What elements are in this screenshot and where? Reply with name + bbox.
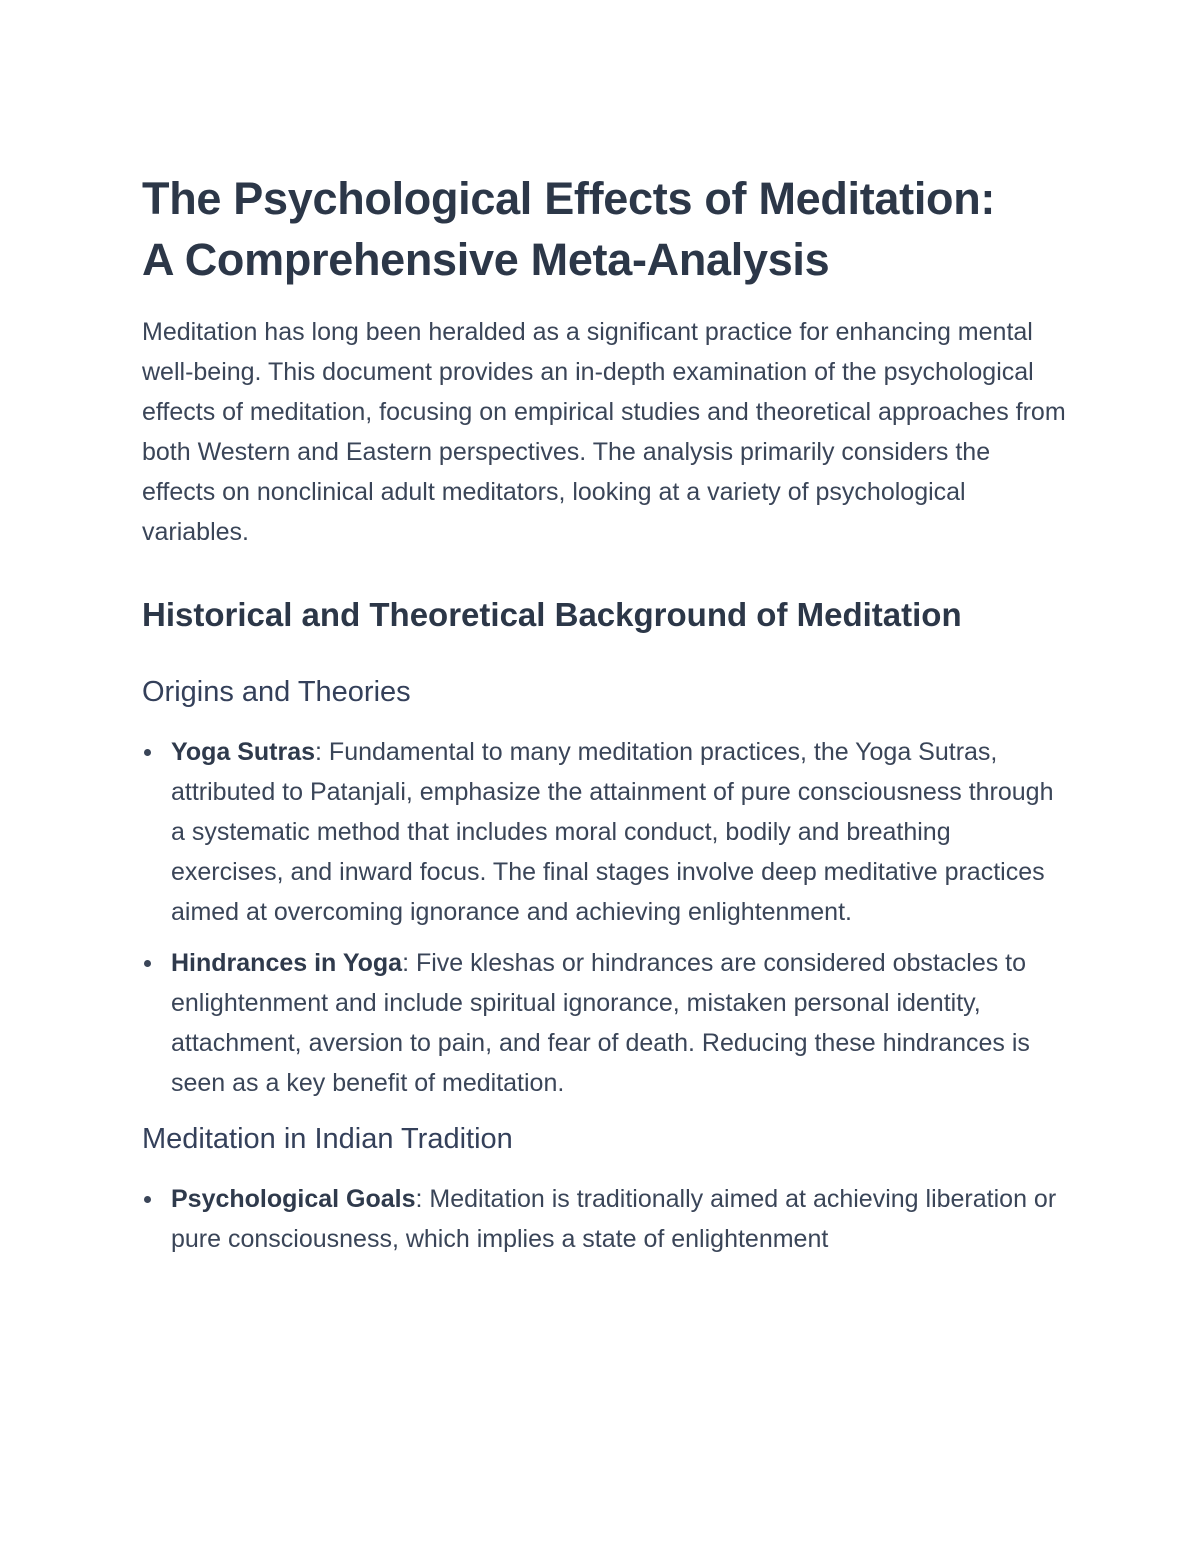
origins-theories-list [142, 732, 1072, 1103]
list-item-psychological-goals [142, 1179, 1061, 1259]
list-item-text: : Fundamental to many meditation practices, the Yoga Sutras, attributed to Patanjali, emphasize the attainment of pure consciousness through a systematic method that includes moral conduct, bodily and breathing exercises, and inward focus. The final stages involve deep meditative practices aimed at overcoming ignorance and achieving enlightenment. [171, 738, 1054, 926]
intro-paragraph: Meditation has long been heralded as a significant practice for enhancing mental well-being. This document provides an in-depth examination of the psychological effects of meditation, focusing on empirical studies and theoretical approaches from both Western and Eastern perspectives. The analysis primarily considers the effects on nonclinical adult meditators, looking at a variety of psychological variables. [142, 318, 1066, 546]
list-item-term: Hindrances in Yoga [171, 949, 403, 977]
bullet-icon [144, 960, 151, 967]
list-item-text: : Meditation is traditionally aimed at achieving liberation or pure consciousness, which implies a state of enlightenment [171, 1185, 1057, 1253]
subsection-heading-indian-tradition: Meditation in Indian Tradition [142, 1123, 513, 1155]
bullet-icon [144, 1196, 151, 1203]
document-title: The Psychological Effects of Meditation: A Comprehensive Meta-Analysis [142, 173, 996, 285]
section-heading-historical-background: Historical and Theoretical Background of Meditation [142, 596, 962, 633]
list-item-yoga-sutras [142, 732, 1061, 932]
subsection-heading-origins-theories: Origins and Theories [142, 676, 411, 708]
list-item-text: : Five kleshas or hindrances are considered obstacles to enlightenment and include spiritual ignorance, mistaken personal identity, attachment, aversion to pain, and fear of death. Reducing these hindrances is seen as a key benefit of meditation. [171, 949, 1030, 1097]
document-page [142, 168, 1072, 1270]
indian-tradition-list [142, 1179, 1072, 1259]
list-item-hindrances-in-yoga [142, 943, 1061, 1103]
bullet-icon [144, 749, 151, 756]
list-item-term: Yoga Sutras [171, 738, 316, 766]
list-item-term: Psychological Goals [171, 1185, 416, 1213]
